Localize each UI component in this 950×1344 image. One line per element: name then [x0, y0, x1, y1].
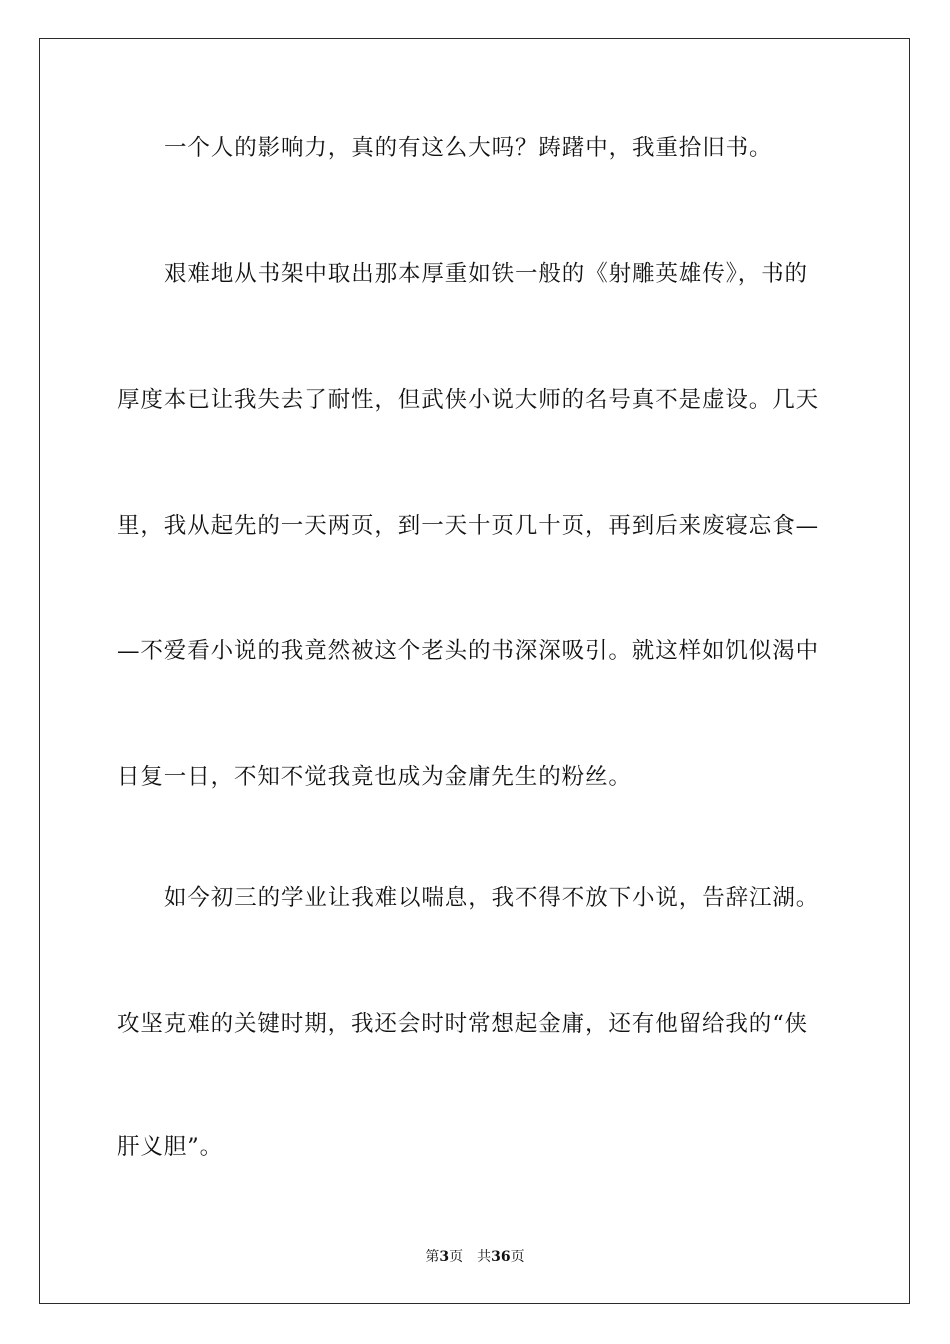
- total-prefix: 共: [477, 1249, 492, 1265]
- total-suffix: 页: [510, 1249, 525, 1265]
- text-line-5: —不爱看小说的我竟然被这个老头的书深深吸引。就这样如饥似渴中: [117, 638, 820, 664]
- text-line-3: 厚度本已让我失去了耐性，但武侠小说大师的名号真不是虚设。几天: [117, 387, 820, 413]
- page-suffix: 页: [449, 1249, 464, 1265]
- page-prefix: 第: [425, 1249, 440, 1265]
- text-line-6: 日复一日，不知不觉我竟也成为金庸先生的粉丝。: [117, 764, 632, 790]
- text-line-9: 肝义胆”。: [117, 1134, 224, 1160]
- page-border: [39, 38, 910, 1304]
- page-number: 3: [439, 1249, 450, 1265]
- page-footer: [0, 1247, 950, 1267]
- text-line-7: 如今初三的学业让我难以喘息，我不得不放下小说，告辞江湖。: [164, 885, 820, 911]
- text-line-1: 一个人的影响力，真的有这么大吗？踌躇中，我重拾旧书。: [164, 135, 773, 161]
- text-line-2: 艰难地从书架中取出那本厚重如铁一般的《射雕英雄传》，书的: [164, 261, 808, 287]
- text-line-8: 攻坚克难的关键时期，我还会时时常想起金庸，还有他留给我的“侠: [117, 1011, 809, 1037]
- total-pages: 36: [491, 1249, 511, 1265]
- text-line-4: 里，我从起先的一天两页，到一天十页几十页，再到后来废寝忘食—: [117, 513, 820, 539]
